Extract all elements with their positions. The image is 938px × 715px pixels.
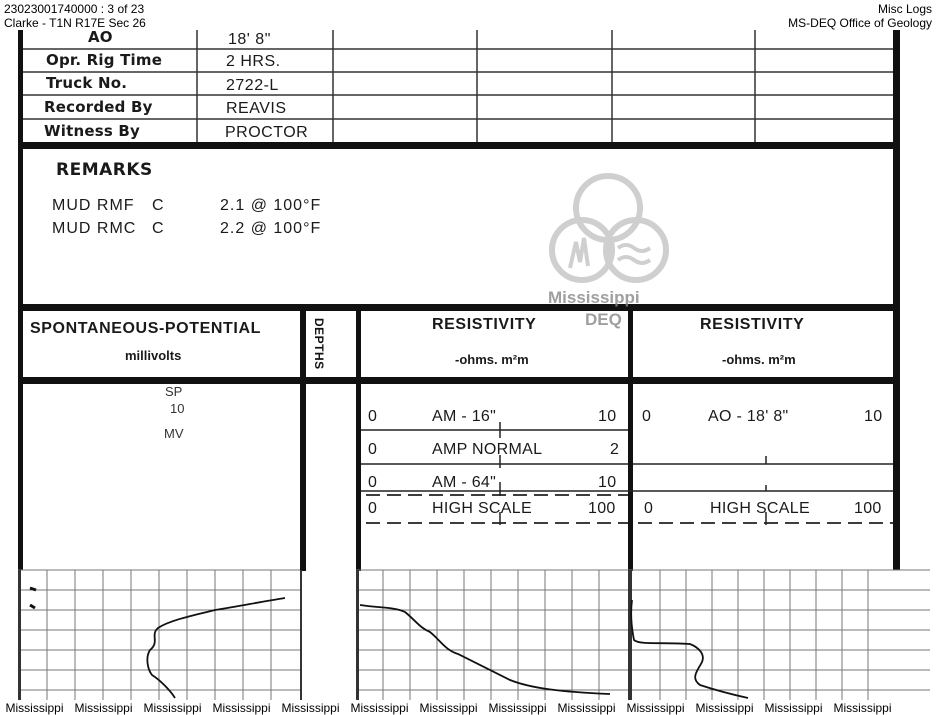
- label-truck-no: Truck No.: [46, 74, 128, 92]
- label-recorded-by: Recorded By: [44, 98, 153, 116]
- scale-right-1-name: AO - 18' 8": [708, 408, 789, 425]
- scale-right-1-max: 10: [864, 408, 883, 425]
- remark-name-rmf: MUD RMF: [52, 197, 135, 214]
- scale-left-4-max: 100: [588, 500, 616, 517]
- sp-key-value: 10: [170, 401, 185, 416]
- footer-text: Mississippi: [212, 701, 271, 715]
- header-left: [4, 2, 146, 30]
- depths-label: DEPTHS: [312, 318, 326, 370]
- value-truck-no: 2722-L: [226, 77, 279, 94]
- scale-left-1-name: AM - 16": [432, 408, 497, 425]
- label-ao: AO: [88, 28, 113, 46]
- remark-value-rmc: 2.2 @ 100°F: [220, 220, 322, 237]
- footer-text: Mississippi: [626, 701, 685, 715]
- remark-unit-rmf: C: [152, 197, 165, 214]
- footer-text: Mississippi: [5, 701, 64, 715]
- res2-title: RESISTIVITY: [700, 316, 805, 333]
- value-recorded-by: REAVIS: [226, 100, 287, 117]
- sp-key-label: SP: [165, 384, 183, 399]
- doc-category: Misc Logs: [877, 2, 932, 16]
- sp-key-unit: MV: [164, 426, 184, 441]
- value-ao: 18' 8": [228, 31, 271, 48]
- remarks-title: REMARKS: [56, 160, 153, 180]
- sp-title: SPONTANEOUS-POTENTIAL: [30, 320, 261, 337]
- footer-text: Mississippi: [350, 701, 409, 715]
- footer-text: Mississippi: [419, 701, 478, 715]
- scale-right-2-min: 0: [644, 500, 654, 517]
- value-rig-time: 2 HRS.: [226, 53, 281, 70]
- footer-text: Mississippi: [764, 701, 823, 715]
- scale-left-3-max: 10: [598, 474, 617, 491]
- label-witness-by: Witness By: [44, 122, 140, 140]
- footer-text: Mississippi: [695, 701, 754, 715]
- scale-left-3-name: AM - 64": [432, 474, 497, 491]
- footer-watermark-row: [0, 701, 938, 715]
- scale-left-2-max: 2: [610, 441, 620, 458]
- sp-unit: millivolts: [125, 348, 182, 363]
- location: Clarke - T1N R17E Sec 26: [4, 16, 146, 30]
- log-sheet: [0, 30, 938, 700]
- office-name: MS-DEQ Office of Geology: [788, 16, 932, 30]
- scale-left-4-min: 0: [368, 500, 378, 517]
- watermark-line2: DEQ: [585, 310, 622, 329]
- watermark-line1: Mississippi: [548, 288, 640, 307]
- footer-text: Mississippi: [557, 701, 616, 715]
- footer-text: Mississippi: [281, 701, 340, 715]
- footer-text: Mississippi: [833, 701, 892, 715]
- footer-text: Mississippi: [488, 701, 547, 715]
- scale-left-2-name: AMP NORMAL: [432, 441, 543, 458]
- res1-title: RESISTIVITY: [432, 316, 537, 333]
- scale-right-1-min: 0: [642, 408, 652, 425]
- scale-left-3-min: 0: [368, 474, 378, 491]
- remark-value-rmf: 2.1 @ 100°F: [220, 197, 322, 214]
- scale-right-2-max: 100: [854, 500, 882, 517]
- footer-text: Mississippi: [143, 701, 202, 715]
- res1-unit: -ohms. m²m: [455, 352, 529, 367]
- footer-text: Mississippi: [74, 701, 133, 715]
- scale-left-2-min: 0: [368, 441, 378, 458]
- scale-left-1-max: 10: [598, 408, 617, 425]
- scale-left-1-min: 0: [368, 408, 378, 425]
- remark-unit-rmc: C: [152, 220, 165, 237]
- remark-name-rmc: MUD RMC: [52, 220, 137, 237]
- label-rig-time: Opr. Rig Time: [46, 51, 163, 69]
- value-witness-by: PROCTOR: [225, 124, 309, 141]
- res2-unit: -ohms. m²m: [722, 352, 796, 367]
- header-right: [788, 2, 932, 30]
- doc-id: 23023001740000 : 3 of 23: [4, 2, 145, 16]
- scale-left-4-name: HIGH SCALE: [432, 500, 532, 517]
- scale-right-2-name: HIGH SCALE: [710, 500, 810, 517]
